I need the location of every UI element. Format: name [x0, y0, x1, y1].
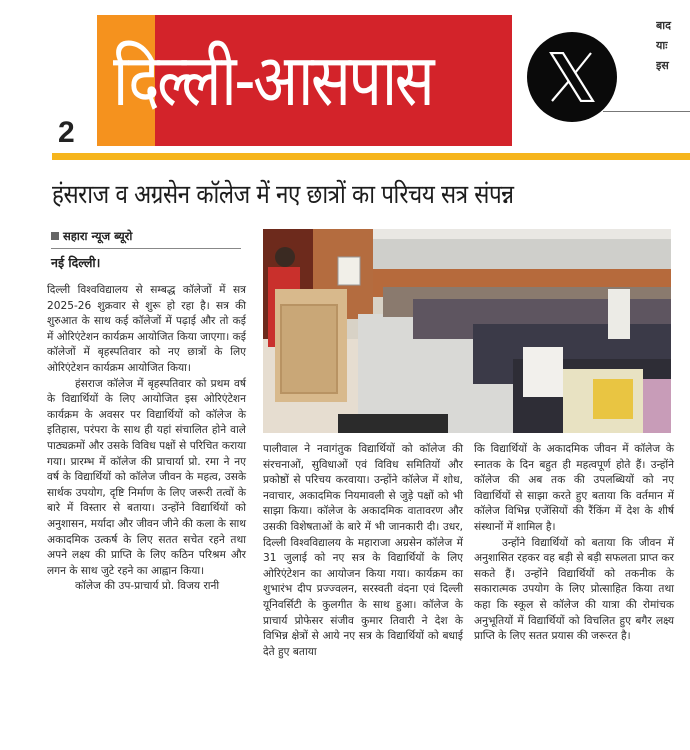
article-headline: हंसराज व अग्रसेन कॉलेज में नए छात्रों का परिचय सत्र संपन्न: [52, 180, 514, 210]
byline-text: सहारा न्यूज ब्यूरो: [63, 229, 133, 243]
article-paragraph: पालीवाल ने नवागंतुक विद्यार्थियों को कॉलेज की संरचनाओं, सुविधाओं एवं विविध समितियों और प्रकोष्ठों से परिचय करवाया। उन्होंने कॉलेज में शोध, नवाचार, अकादमिक नियमावली से जुड़े पक्षों को भी साझा किया। कॉलेज के अकादमिक वातावरण और उसकी विशेषताओं के बारे में भी जानकारी दी। उधर, दिल्ली विश्वविद्यालय के महाराजा अग्रसेन कॉलेज में 31 जुलाई को नए सत्र के विद्यार्थियों के लिए ओरिएंटेशन का आयोजन किया गया। कार्यक्रम का शुभारंभ दीप प्रज्ज्वलन, सरस्वती वंदना एवं दिल्ली यूनिवर्सिटी के कुलगीत के साथ हुआ। कॉलेज के प्राचार्य प्रोफेसर संजीव कुमार तिवारी ने देश के विभिन्न क्षेत्रों से आये नए सत्र के विद्यार्थियों को बधाई देते हुए बताया: [263, 443, 463, 658]
side-teaser-line: याः: [656, 39, 668, 52]
article-paragraph: उन्होंने विद्यार्थियों को बताया कि जीवन में अनुशासित रहकर वह बड़ी से बड़ी सफलता प्राप्त कर सकते हैं। उन्होंने विद्यार्थियों को तकनीक के सकारात्मक उपयोग के लिए प्रोत्साहित किया तथा कहा कि स्कूल से कॉलेज की यात्रा की रोमांचक अनुभूतियों में विद्यार्थियों को विचलित हुए बगैर लक्ष्य प्राप्ति के लिए सतत प्रयास की जरूरत है।: [474, 536, 674, 643]
dateline: नई दिल्ली।: [51, 255, 101, 270]
x-logo-icon[interactable]: [527, 32, 617, 122]
byline-divider: [51, 248, 241, 249]
auditorium-photo-image: [263, 229, 671, 437]
header-rule: [52, 153, 690, 160]
article-column-1: [47, 283, 246, 595]
article-paragraph: कि विद्यार्थियों के अकादमिक जीवन में कॉलेज के स्नातक के दिन बहुत ही महत्वपूर्ण होते हैं। उन्होंने कॉलेज की अब तक की उपलब्धियों को नए विद्यार्थियों से साझा करते हुए बताया कि वर्तमान में कॉलेज विभिन्न एजेंसियों की रैंकिंग में देश के शीर्ष संस्थानों में शामिल है।: [474, 443, 674, 533]
article-photo: [263, 229, 671, 437]
side-divider: [603, 111, 690, 112]
article-column-3: [474, 442, 674, 645]
article-column-2: [263, 442, 463, 660]
article-paragraph: हंसराज कॉलेज में बृहस्पतिवार को प्रथम वर्ष के विद्यार्थियों के लिए आयोजित इस ओरिएंटेशन कार्यक्रम के अवसर पर विद्यार्थियों को कॉलेज के इतिहास, परंपरा के साथ ही यहां संचालित होने वाले पाठ्यक्रमों और उसके विविध पक्षों से परिचित कराया गया। प्रारम्भ में कॉलेज की प्राचार्या प्रो. रमा ने नए वर्ष के विद्यार्थियों को कॉलेज जीवन के महत्व, उसके सार्थक उपयोग, दृष्टि निर्माण के लिए जरूरी तत्वों के बारे में विस्तार से बताया। उन्होंने विद्यार्थियों को अनुशासन, मर्यादा और जीवन जीने की कला के साथ अकादमिक उत्कर्ष के लिए सतत सचेत रहने तथा अपने लक्ष्य की प्राप्ति के लिए कठिन परिश्रम और लगन के साथ जुटे रहने का आह्वान किया।: [47, 377, 246, 577]
article-paragraph: दिल्ली विश्वविद्यालय से सम्बद्ध कॉलेजों में सत्र 2025-26 शुक्रवार से शुरू हो रहा है। सत्र की शुरुआत के साथ कई कॉलेजों में पढ़ाई और तो कई में ओरिएंटेशन कार्यक्रम आयोजित किया जाएगा। कई कॉलेजों में बृहस्पतिवार को नए छात्रों के लिए ओरिएंटेशन कार्यक्रम आयोजित किया।: [47, 284, 246, 374]
page-number: 2: [58, 116, 75, 149]
byline-square-icon: [51, 232, 59, 240]
article-paragraph: कॉलेज की उप-प्राचार्य प्रो. विजय रानी: [75, 580, 220, 593]
byline: [51, 229, 241, 244]
section-title: दिल्ली-आसपास: [113, 38, 433, 122]
section-masthead: [97, 15, 512, 146]
x-glyph-icon: [549, 52, 595, 102]
side-teaser-line: इस: [656, 59, 669, 72]
side-teaser-line: बाद: [656, 19, 671, 32]
side-teaser: [656, 16, 690, 76]
